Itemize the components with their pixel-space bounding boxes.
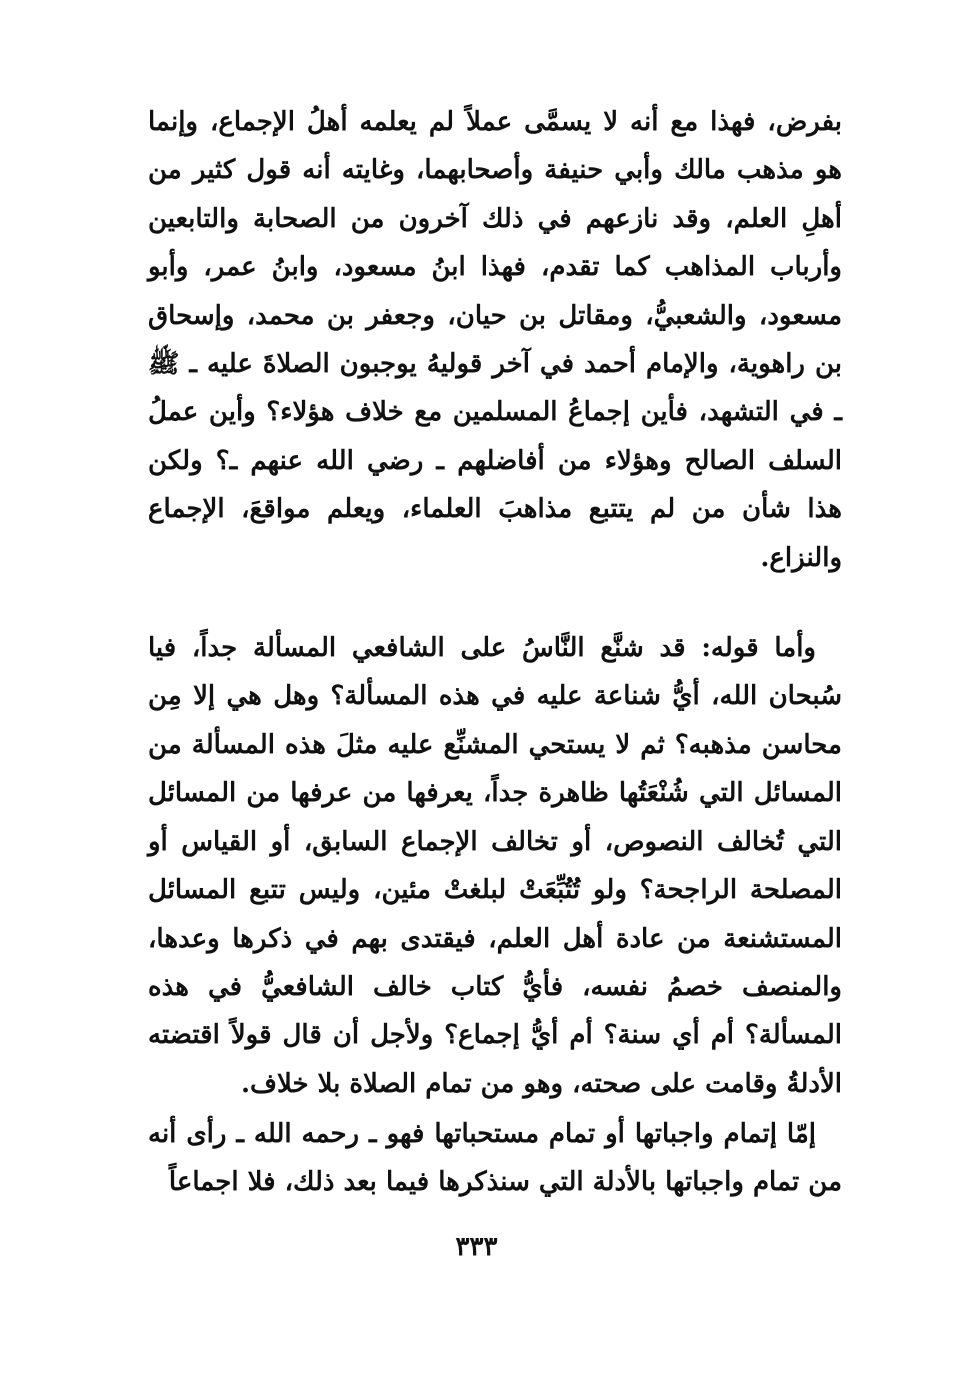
paragraph-1: بفرض، فهذا مع أنه لا يسمَّى عملاً لم يعلمه أهلُ الإجماع، وإنما هو مذهب مالك وأبي حنيفة وأصحابهما، وغايته أنه قول كثير من أهلِ العلم، وقد نازعهم في ذلك آخرون من الصحابة والتابعين وأرباب المذاهب كما تقدم، فهذا ابنُ مسعود، وابنُ عمر، وأبو مسعود، والشعبيُّ، ومقاتل بن حيان، وجعفر بن محمد، وإسحاق بن راهوية، والإمام أحمد في آخر قوليهُ يوجبون الصلاةَ عليه ـ ﷺ ـ في التشهد، فأين إجماعُ المسلمين مع خلاف هؤلاء؟ وأين عملُ السلف الصالح وهؤلاء من أفاضلهم ـ رضي الله عنهم ـ؟ ولكن هذا شأن من لم يتتبع مذاهبَ العلماء، ويعلم مواقعَ، الإجماع والنزاع. <box>148 107 842 573</box>
page-number: ٣٣٣ <box>455 1232 498 1262</box>
paragraph-2: وأما قوله: قد شنَّع النَّاسُ على الشافعي المسألة جداً، فيا سُبحان الله، أيُّ شناعة عليه في هذه المسألة؟ وهل هي إلا مِن محاسن مذهبه؟ ثم لا يستحي المشنِّع عليه مثلَ هذه المسألة من المسائل التي شُنْعَتُها ظاهرة جداً، يعرفها من عرفها من المسائل التي تُخالف النصوص، أو تخالف الإجماع السابق، أو القياس أو المصلحة الراجحة؟ ولو تُتُبِّعَتْ لبلغتْ مئين، وليس تتبع المسائل المستشنعة من عادة أهل العلم، فيقتدى بهم في ذكرها وعدها، والمنصف خصمُ نفسه، فأيُّ كتاب خالف الشافعيُّ في هذه المسألة؟ أم أي سنة؟ أم أيُّ إجماع؟ ولأجل أن قال قولاً اقتضته الأدلةُ وقامت على صحته، وهو من تمام الصلاة بلا خلاف. <box>148 633 842 1099</box>
page-body <box>148 98 842 1278</box>
footnote-paragraph: إمّا إتمام واجباتها أو تمام مستحباتها فهو ـ رحمه الله ـ رأى أنه من تمام واجباتها بالأدلة التي سنذكرها فيما بعد ذلك، فلا اجماعاً <box>148 1119 842 1198</box>
